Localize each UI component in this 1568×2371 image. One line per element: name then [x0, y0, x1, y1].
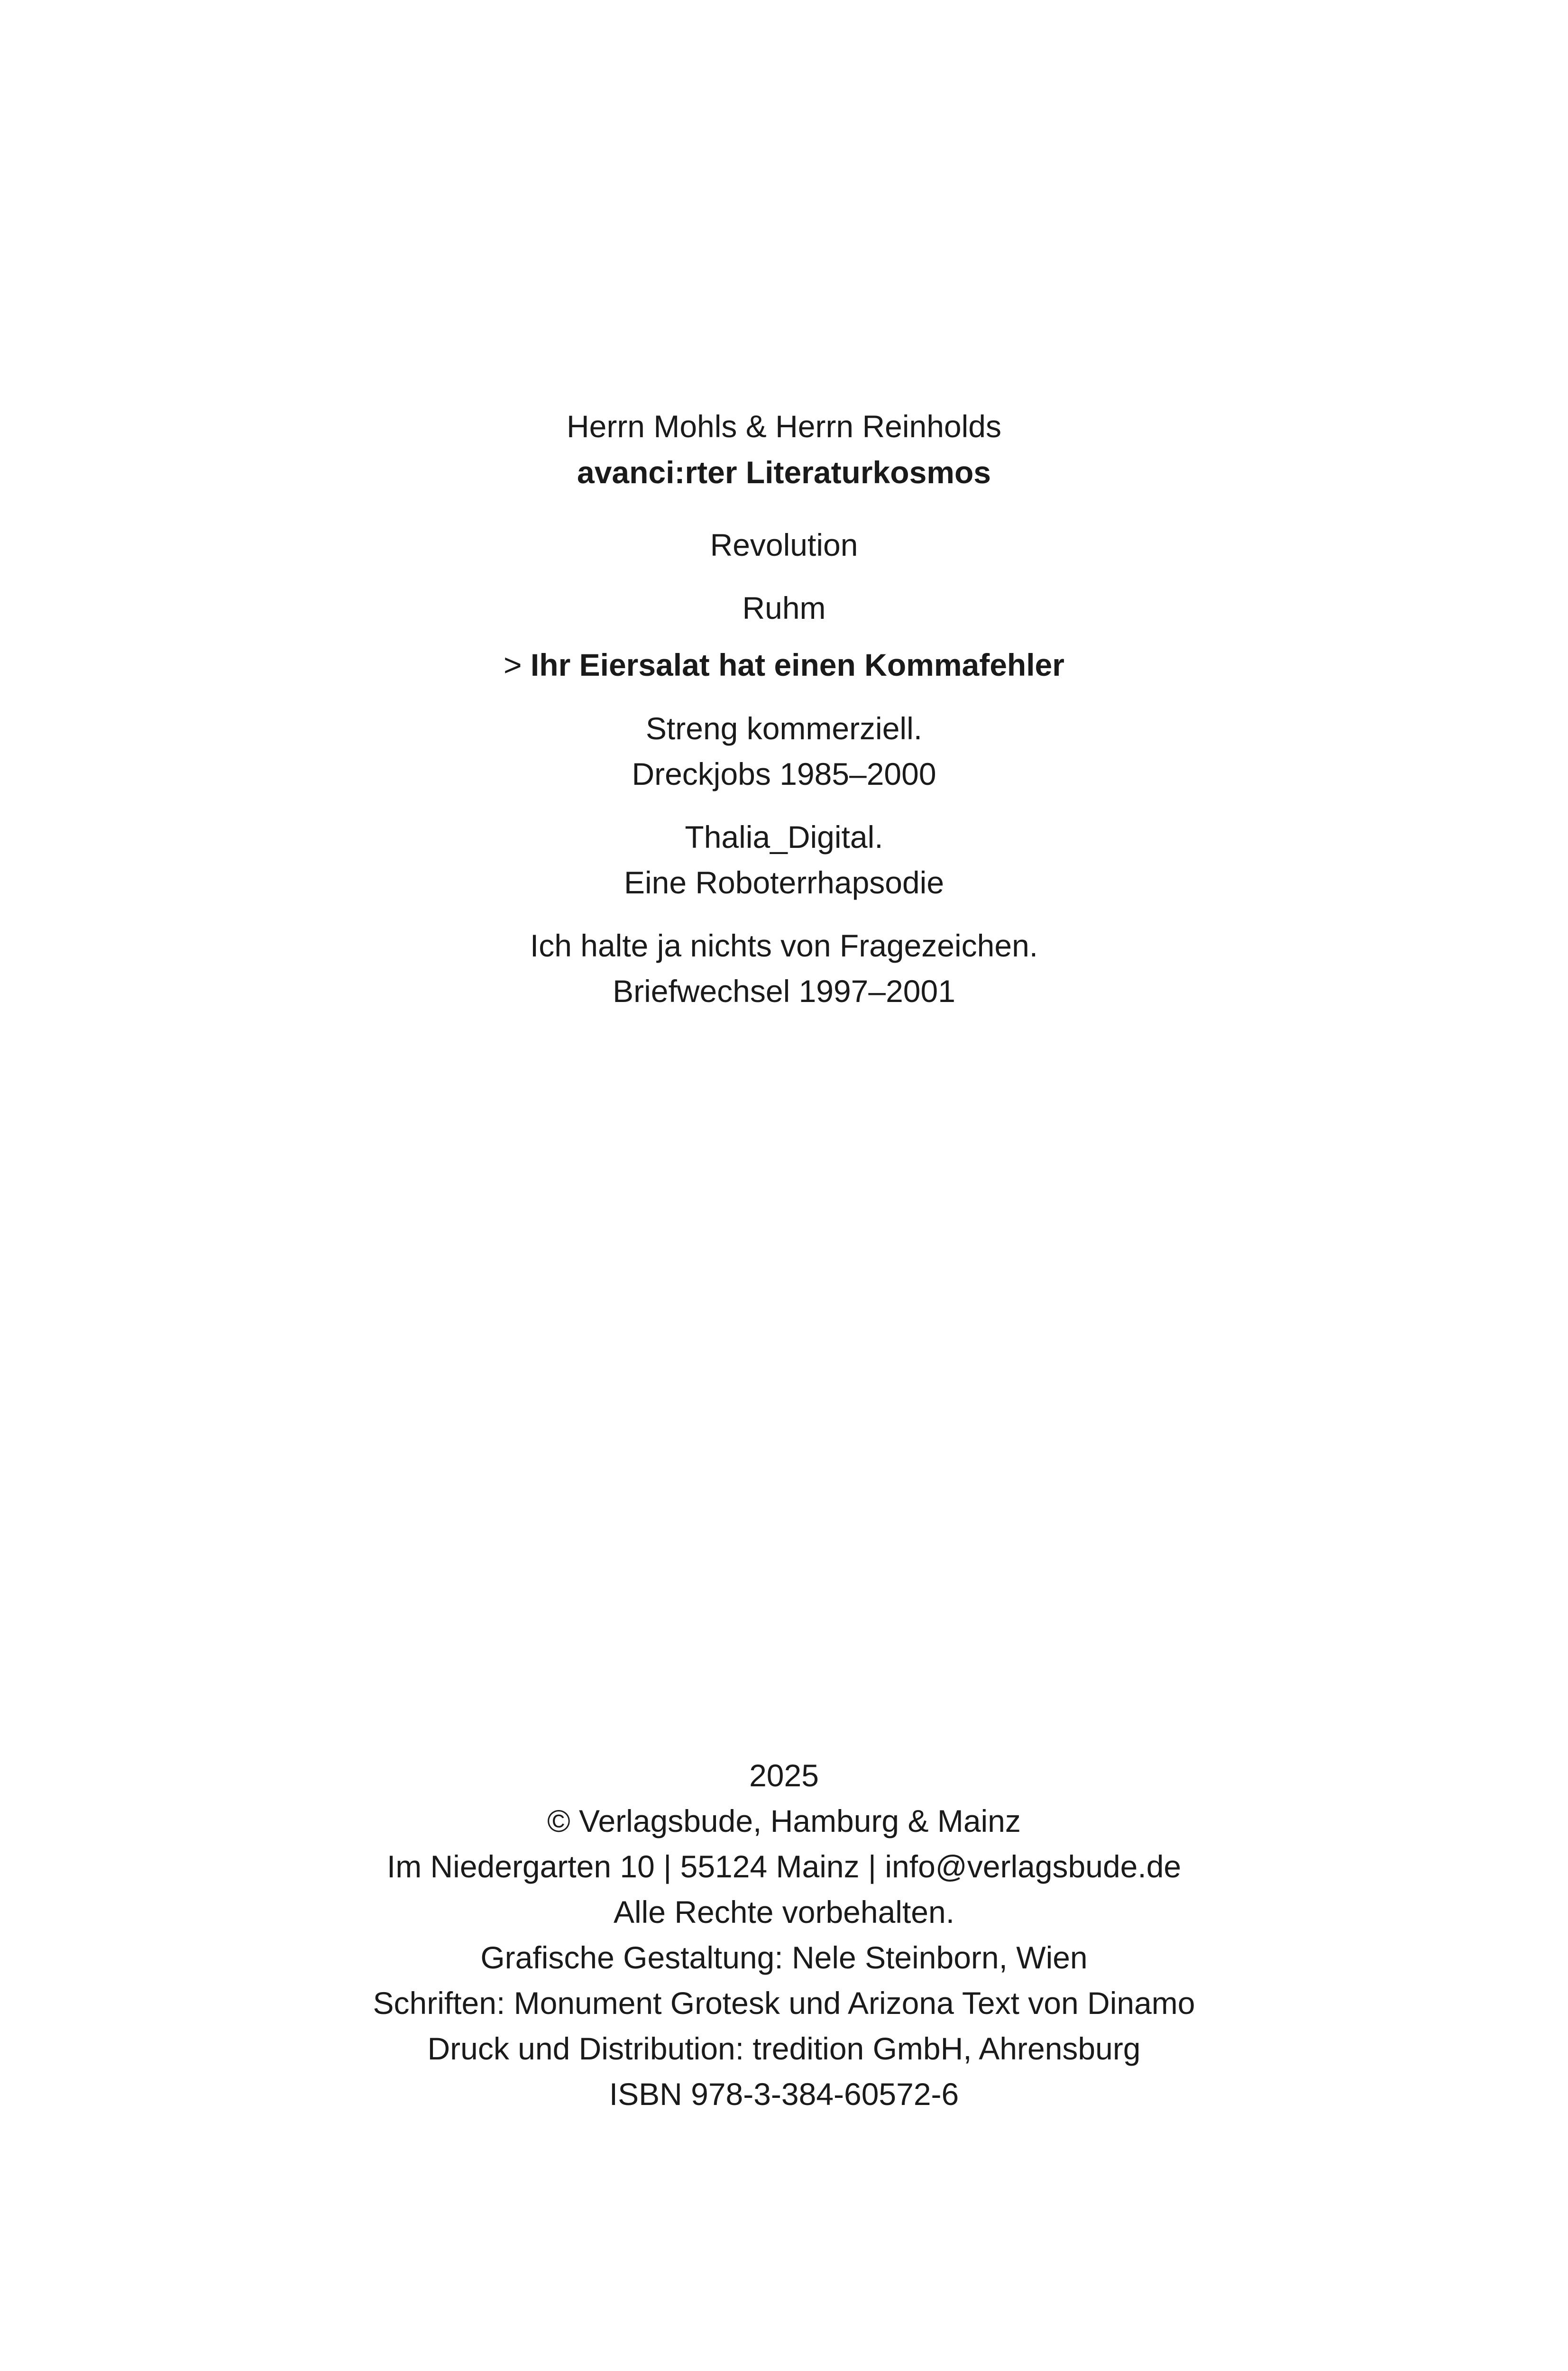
title-streng-kommerziell: Streng kommerziell.: [645, 711, 923, 746]
series-publisher-line: Herrn Mohls & Herrn Reinholds: [566, 409, 1001, 444]
imprint-copyright: © Verlagsbude, Hamburg & Mainz: [547, 1803, 1021, 1838]
imprint-printing-credit: Druck und Distribution: tredition GmbH, Ahrensburg: [427, 2031, 1141, 2066]
title-fragezeichen: Ich halte ja nichts von Fragezeichen.: [530, 928, 1038, 963]
imprint-year: 2025: [749, 1758, 819, 1793]
title-ruhm: Ruhm: [742, 590, 826, 625]
title-current: [0, 642, 1568, 688]
subtitle-dreckjobs: Dreckjobs 1985–2000: [632, 756, 936, 791]
subtitle-roboterrhapsodie: Eine Roboterrhapsodie: [624, 865, 944, 900]
title-thalia-digital: Thalia_Digital.: [685, 819, 883, 855]
subtitle-briefwechsel: Briefwechsel 1997–2001: [613, 974, 955, 1009]
current-title-marker: >: [504, 647, 531, 682]
title-current-label: Ihr Eiersalat hat einen Kommafehler: [530, 647, 1064, 682]
imprint-isbn: ISBN 978-3-384-60572-6: [609, 2077, 959, 2112]
imprint-rights: Alle Rechte vorbehalten.: [613, 1894, 955, 1930]
title-revolution: Revolution: [710, 527, 858, 562]
imprint-fonts-credit: Schriften: Monument Grotesk und Arizona Text von Dinamo: [373, 1985, 1195, 2021]
imprint-design-credit: Grafische Gestaltung: Nele Steinborn, Wien: [480, 1940, 1088, 1975]
imprint-address: Im Niedergarten 10 | 55124 Mainz | info@verlagsbude.de: [386, 1849, 1182, 1884]
series-name: avanci:rter Literaturkosmos: [577, 455, 991, 490]
